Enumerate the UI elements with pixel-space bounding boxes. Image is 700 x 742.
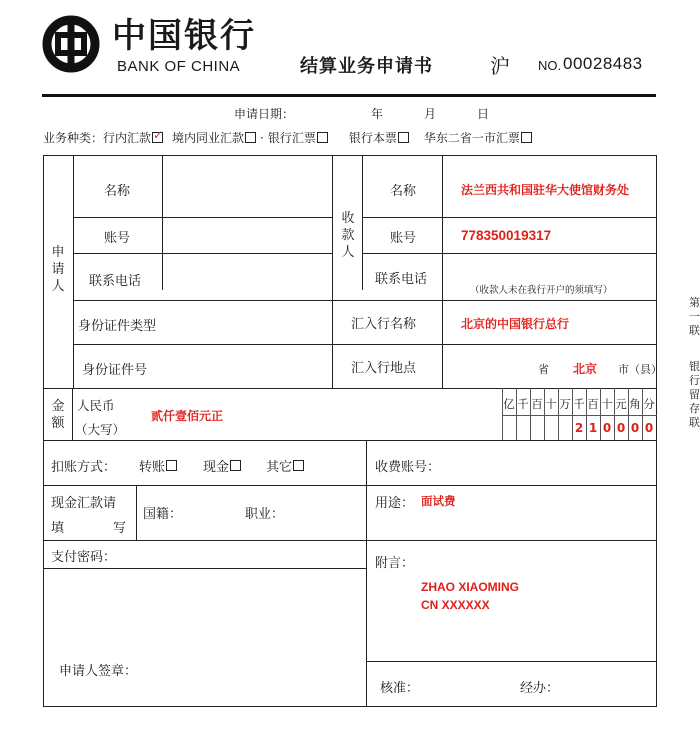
- checkbox-icon[interactable]: [317, 132, 328, 143]
- checkbox-icon[interactable]: [521, 132, 532, 143]
- payee-bank-name-value[interactable]: 北京的中国银行总行: [461, 317, 570, 331]
- type-option-cashier-order[interactable]: 银行本票: [349, 129, 409, 146]
- digit-header: 角: [629, 397, 641, 411]
- type-option-east-china-draft[interactable]: 华东二省一市汇票: [424, 129, 532, 146]
- applicant-account-label: 账号: [104, 231, 131, 246]
- date-day-label: 日: [477, 107, 490, 121]
- type-separator: ·: [260, 130, 264, 145]
- capital-label: （大写）: [75, 422, 126, 437]
- checkbox-checked-icon[interactable]: [152, 132, 163, 143]
- checkbox-icon[interactable]: [230, 460, 241, 471]
- digit-cell[interactable]: 2: [574, 421, 584, 435]
- applicant-name-label: 名称: [104, 184, 131, 199]
- payee-section-label: 收款人: [341, 211, 355, 260]
- digit-header: 千: [573, 397, 585, 411]
- type-option-intra-bank[interactable]: 行内汇款 ✓: [103, 129, 163, 146]
- cash-remit-label-write: 写: [113, 521, 127, 536]
- debit-option-cash[interactable]: 现金: [203, 456, 241, 475]
- checkbox-icon[interactable]: [166, 460, 177, 471]
- form-title: 结算业务申请书: [300, 56, 433, 77]
- amount-capital-value[interactable]: 贰仟壹佰元正: [151, 409, 224, 423]
- checkbox-icon[interactable]: [293, 460, 304, 471]
- city-value[interactable]: 北京: [573, 362, 598, 376]
- payee-name-label: 名称: [390, 184, 417, 199]
- currency-label: 人民币: [77, 398, 115, 413]
- nationality-label: 国籍：: [143, 507, 183, 522]
- postscript-line-1[interactable]: ZHAO XIAOMING: [421, 580, 519, 594]
- type-option-bank-draft[interactable]: 银行汇票: [268, 129, 328, 146]
- type-option-domestic-interbank[interactable]: 境内同业汇款: [172, 129, 256, 146]
- digit-header: 百: [531, 397, 543, 411]
- digit-header: 元: [615, 397, 627, 411]
- purpose-value[interactable]: 面试费: [421, 494, 456, 508]
- province-label: 省: [538, 363, 549, 376]
- digit-header: 十: [601, 397, 613, 411]
- fee-account-label: 收费账号：: [375, 460, 441, 475]
- applicant-account-field[interactable]: [164, 219, 331, 252]
- applicant-id-number-label: 身份证件号: [82, 363, 148, 378]
- date-label: 申请日期：: [234, 107, 295, 121]
- handler-label: 经办：: [520, 681, 560, 696]
- payee-name-value[interactable]: 法兰西共和国驻华大使馆财务处: [461, 183, 630, 197]
- applicant-section-label: 申请人: [51, 245, 65, 294]
- digit-header: 万: [559, 397, 571, 411]
- bank-name-cn: 中国银行: [112, 16, 256, 56]
- digit-cell[interactable]: 0: [630, 421, 640, 435]
- business-type-label: 业务种类：: [43, 131, 104, 145]
- debit-option-transfer[interactable]: 转账: [139, 456, 177, 475]
- purpose-label: 用途：: [375, 496, 415, 511]
- copy-purpose-note: 银行留存联: [689, 360, 700, 429]
- digit-cell[interactable]: 0: [644, 421, 654, 435]
- verify-label: 核准：: [380, 681, 420, 696]
- payee-phone-note: （收款人未在我行开户的须填写）: [470, 285, 613, 296]
- date-month-label: 月: [424, 107, 437, 121]
- cash-remit-label-fill: 填: [51, 521, 65, 536]
- bank-of-china-logo-icon: [42, 15, 100, 73]
- applicant-id-type-label: 身份证件类型: [78, 319, 157, 334]
- serial-number: 00028483: [563, 54, 643, 73]
- applicant-id-number-field[interactable]: [164, 346, 331, 387]
- postscript-line-2[interactable]: CN XXXXXX: [421, 598, 490, 612]
- payment-password-field[interactable]: [120, 542, 364, 566]
- payee-bank-name-label: 汇入行名称: [351, 317, 417, 332]
- payee-phone-label: 联系电话: [375, 272, 428, 287]
- header-rule: [42, 94, 656, 97]
- applicant-phone-field[interactable]: [164, 255, 331, 299]
- bank-name-en: BANK OF CHINA: [117, 58, 241, 75]
- debit-option-other[interactable]: 其它: [266, 456, 304, 475]
- debit-method-label: 扣账方式：: [51, 460, 117, 475]
- city-label: 市（县）: [618, 363, 662, 376]
- business-type-row: [43, 129, 541, 146]
- payment-password-label: 支付密码：: [51, 550, 117, 565]
- payee-account-value[interactable]: 778350019317: [461, 228, 552, 243]
- digit-header: 十: [545, 397, 557, 411]
- copy-number-note: 第一联: [689, 296, 700, 337]
- digit-header: 百: [587, 397, 599, 411]
- occupation-label: 职业：: [245, 507, 285, 522]
- serial-label: NO.: [538, 58, 562, 73]
- date-year-label: 年: [371, 107, 384, 121]
- applicant-name-field[interactable]: [164, 157, 331, 216]
- applicant-signature-label: 申请人签章：: [59, 664, 138, 679]
- digit-header: 千: [517, 397, 529, 411]
- applicant-id-type-field[interactable]: [164, 302, 331, 343]
- cash-remit-label: 现金汇款请: [51, 496, 117, 511]
- digit-cell[interactable]: 0: [616, 421, 626, 435]
- digit-cell[interactable]: 0: [602, 421, 612, 435]
- region-mark: 沪: [490, 54, 510, 78]
- digit-header: 分: [643, 397, 655, 411]
- payee-bank-location-label: 汇入行地点: [351, 361, 417, 376]
- application-date-row: [234, 105, 534, 121]
- postscript-label: 附言：: [375, 556, 415, 571]
- checkbox-icon[interactable]: [245, 132, 256, 143]
- digit-cell[interactable]: 1: [588, 421, 598, 435]
- checkbox-icon[interactable]: [398, 132, 409, 143]
- amount-section-label: 金额: [51, 399, 65, 431]
- applicant-phone-label: 联系电话: [89, 274, 142, 289]
- digit-header: 亿: [503, 397, 515, 411]
- payee-account-label: 账号: [390, 231, 417, 246]
